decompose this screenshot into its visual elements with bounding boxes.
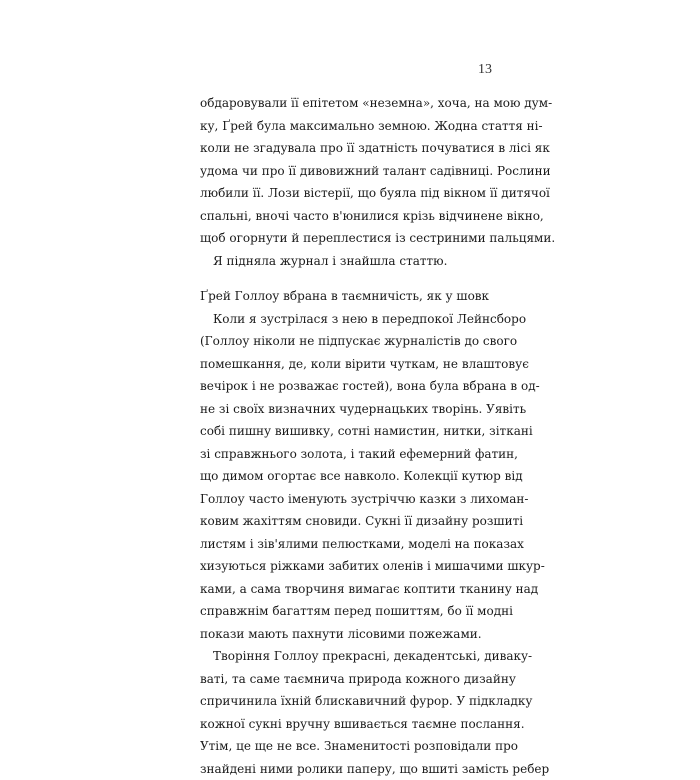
article-title <box>200 285 492 308</box>
paragraph-article-body-1 <box>200 308 492 646</box>
body-text <box>200 92 492 780</box>
text-line: ку, Ґрей була максимально земною. Жодна стаття ні- <box>200 115 492 138</box>
text-line: удома чи про її дивовижний талант садівниці. Рослини <box>200 160 492 183</box>
text-line: хизуються ріжками забитих оленів і мишачими шкур- <box>200 555 492 578</box>
text-line: Голлоу часто іменують зустріччю казки з лихоман- <box>200 488 492 511</box>
text-line: що димом огортає все навколо. Колекції кутюр від <box>200 465 492 488</box>
text-line: спричинила їхній блискавичний фурор. У підкладку <box>200 690 492 713</box>
text-line: ками, а сама творчиня вимагає коптити тканину над <box>200 578 492 601</box>
paragraph-intro <box>200 92 492 250</box>
text-line: не зі своїх визначних чудернацьких творінь. Уявіть <box>200 398 492 421</box>
text-line: вечірок і не розважає гостей), вона була вбрана в од- <box>200 375 492 398</box>
text-line: Ґрей Голлоу вбрана в таємничість, як у шовк <box>200 285 492 308</box>
text-line: ваті, та саме таємнича природа кожного дизайну <box>200 668 492 691</box>
text-line: (Голлоу ніколи не підпускає журналістів до свого <box>200 330 492 353</box>
section-gap <box>200 272 492 285</box>
text-line: Я підняла журнал і знайшла статтю. <box>200 250 492 273</box>
text-line: Коли я зустрілася з нею в передпокої Лейнсборо <box>200 308 492 331</box>
text-line: знайдені ними ролики паперу, що вшиті замість ребер <box>200 758 492 780</box>
text-line: помешкання, де, коли вірити чуткам, не влаштовує <box>200 353 492 376</box>
text-line: обдаровували її епітетом «неземна», хоча, на мою дум- <box>200 92 492 115</box>
page-number: 13 <box>468 62 492 78</box>
text-line: покази мають пахнути лісовими пожежами. <box>200 623 492 646</box>
text-line: Творіння Голлоу прекрасні, декадентські, диваку- <box>200 645 492 668</box>
text-line: Утім, це ще не все. Знаменитості розповідали про <box>200 735 492 758</box>
paragraph-found-article <box>200 250 492 273</box>
text-line: любили її. Лози вістерії, що буяла під вікном її дитячої <box>200 182 492 205</box>
text-line: коли не згадувала про її здатність почуватися в лісі як <box>200 137 492 160</box>
text-line: листям і зів'ялими пелюстками, моделі на показах <box>200 533 492 556</box>
text-line: кожної сукні вручну вшивається таємне послання. <box>200 713 492 736</box>
text-line: справжнім багаттям перед пошиттям, бо її модні <box>200 600 492 623</box>
text-line: щоб огорнути й переплестися із сестриними пальцями. <box>200 227 492 250</box>
paragraph-article-body-2 <box>200 645 492 780</box>
text-line: собі пишну вишивку, сотні намистин, нитки, зіткані <box>200 420 492 443</box>
text-line: ковим жахіттям сновиди. Сукні її дизайну розшиті <box>200 510 492 533</box>
text-line: зі справжнього золота, і такий ефемерний фатин, <box>200 443 492 466</box>
text-line: спальні, вночі часто в'юнилися крізь відчинене вікно, <box>200 205 492 228</box>
